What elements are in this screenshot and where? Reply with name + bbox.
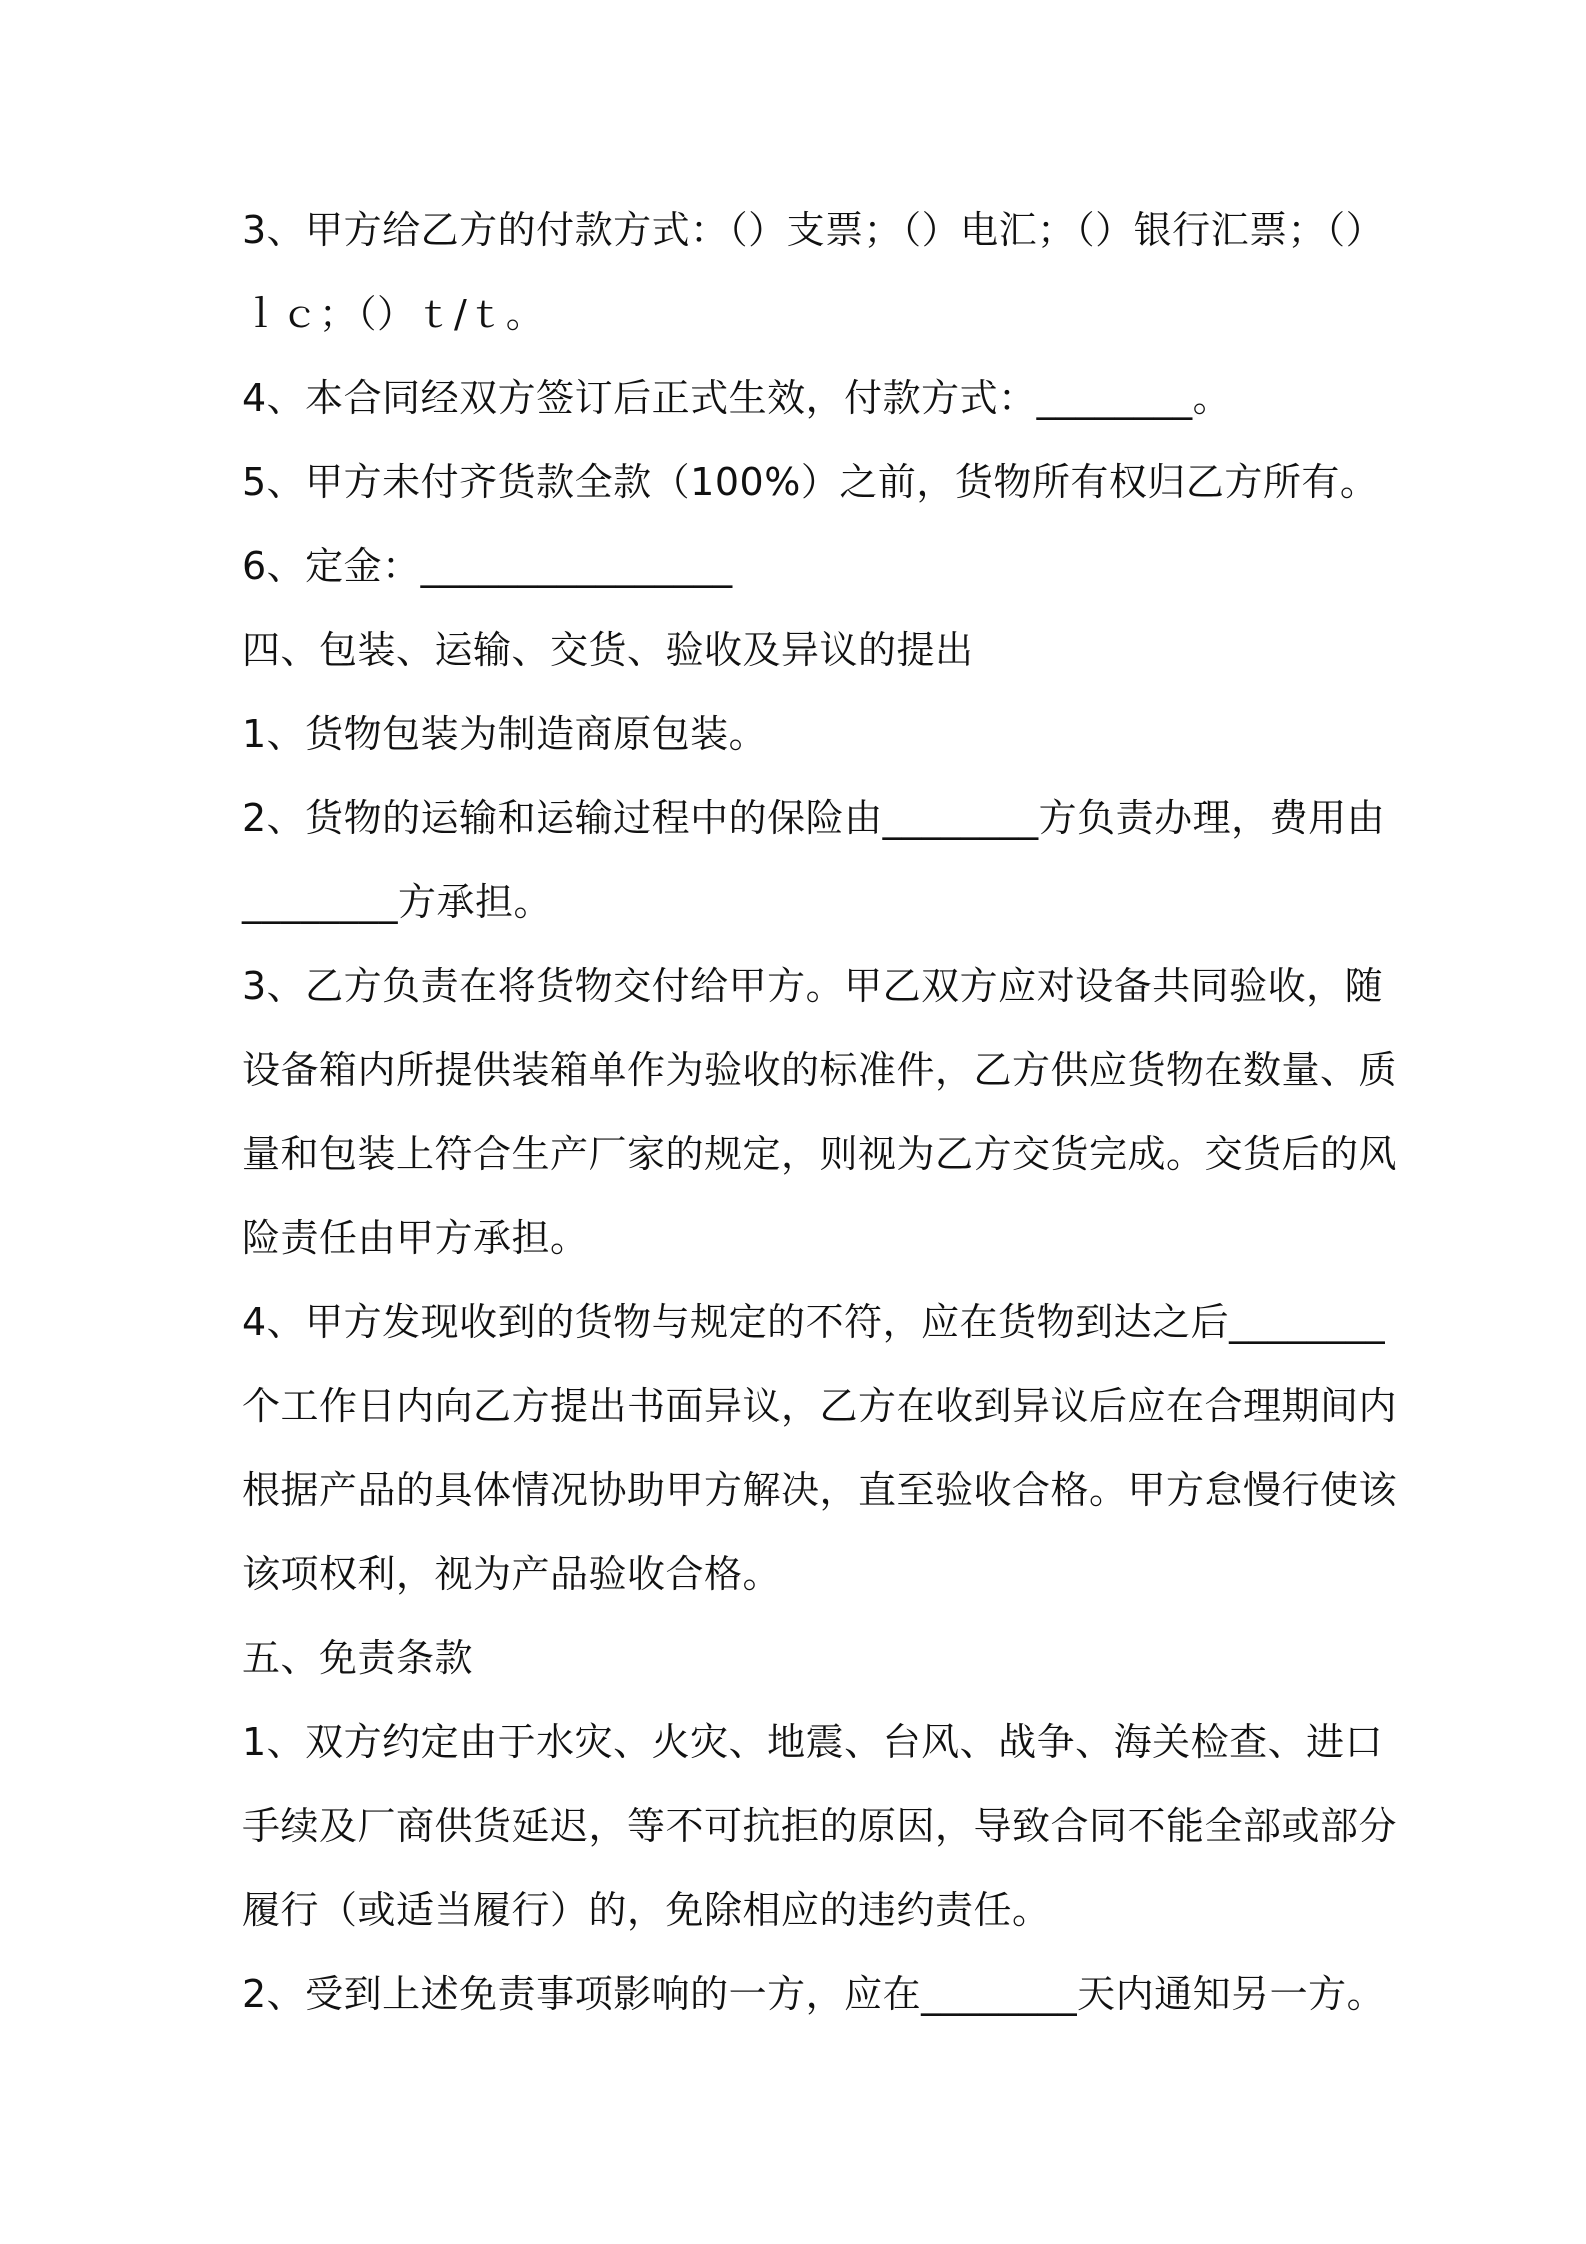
clause-6-deposit: 6、定金：________________ xyxy=(242,544,733,588)
clause-5-ownership: 5、甲方未付齐货款全款（100%）之前，货物所有权归乙方所有。 xyxy=(242,460,1379,504)
document-body xyxy=(242,188,1398,2036)
packaging-clause-1: 1、货物包装为制造商原包装。 xyxy=(242,712,768,756)
clause-4-3-payment-methods-cont: ｌｃ；（）ｔ/ｔ。 xyxy=(242,292,545,336)
packaging-clause-2: 2、货物的运输和运输过程中的保险由________方负责办理，费用由 xyxy=(242,796,1386,840)
packaging-clause-3-cont-2: 量和包装上符合生产厂家的规定，则视为乙方交货完成。交货后的风 xyxy=(242,1132,1398,1176)
packaging-clause-3-cont-1: 设备箱内所提供装箱单作为验收的标准件，乙方供应货物在数量、质 xyxy=(242,1048,1398,1092)
clause-4-3-payment-methods: 3、甲方给乙方的付款方式：（）支票；（）电汇；（）银行汇票；（） xyxy=(242,208,1385,252)
packaging-clause-4-cont-3: 该项权利，视为产品验收合格。 xyxy=(242,1552,782,1596)
exemption-clause-2: 2、受到上述免责事项影响的一方，应在________天内通知另一方。 xyxy=(242,1972,1386,2016)
packaging-clause-4-cont-1: 个工作日内向乙方提出书面异议，乙方在收到异议后应在合理期间内 xyxy=(242,1384,1398,1428)
packaging-clause-4: 4、甲方发现收到的货物与规定的不符，应在货物到达之后________ xyxy=(242,1300,1386,1344)
exemption-clause-1: 1、双方约定由于水灾、火灾、地震、台风、战争、海关检查、进口 xyxy=(242,1720,1384,1764)
clause-4-effective-payment: 4、本合同经双方签订后正式生效，付款方式：________。 xyxy=(242,376,1232,420)
packaging-clause-4-cont-2: 根据产品的具体情况协助甲方解决，直至验收合格。甲方怠慢行使该 xyxy=(242,1468,1398,1512)
packaging-clause-3-cont-3: 险责任由甲方承担。 xyxy=(242,1216,589,1260)
exemption-clause-1-cont-2: 履行（或适当履行）的，免除相应的违约责任。 xyxy=(242,1888,1051,1932)
section-heading-packaging: 四、包装、运输、交货、验收及异议的提出 xyxy=(242,628,974,672)
section-heading-exemption: 五、免责条款 xyxy=(242,1636,474,1680)
exemption-clause-1-cont-1: 手续及厂商供货延迟，等不可抗拒的原因，导致合同不能全部或部分 xyxy=(242,1804,1398,1848)
packaging-clause-2-cont: ________方承担。 xyxy=(242,880,553,924)
packaging-clause-3: 3、乙方负责在将货物交付给甲方。甲乙双方应对设备共同验收，随 xyxy=(242,964,1384,1008)
